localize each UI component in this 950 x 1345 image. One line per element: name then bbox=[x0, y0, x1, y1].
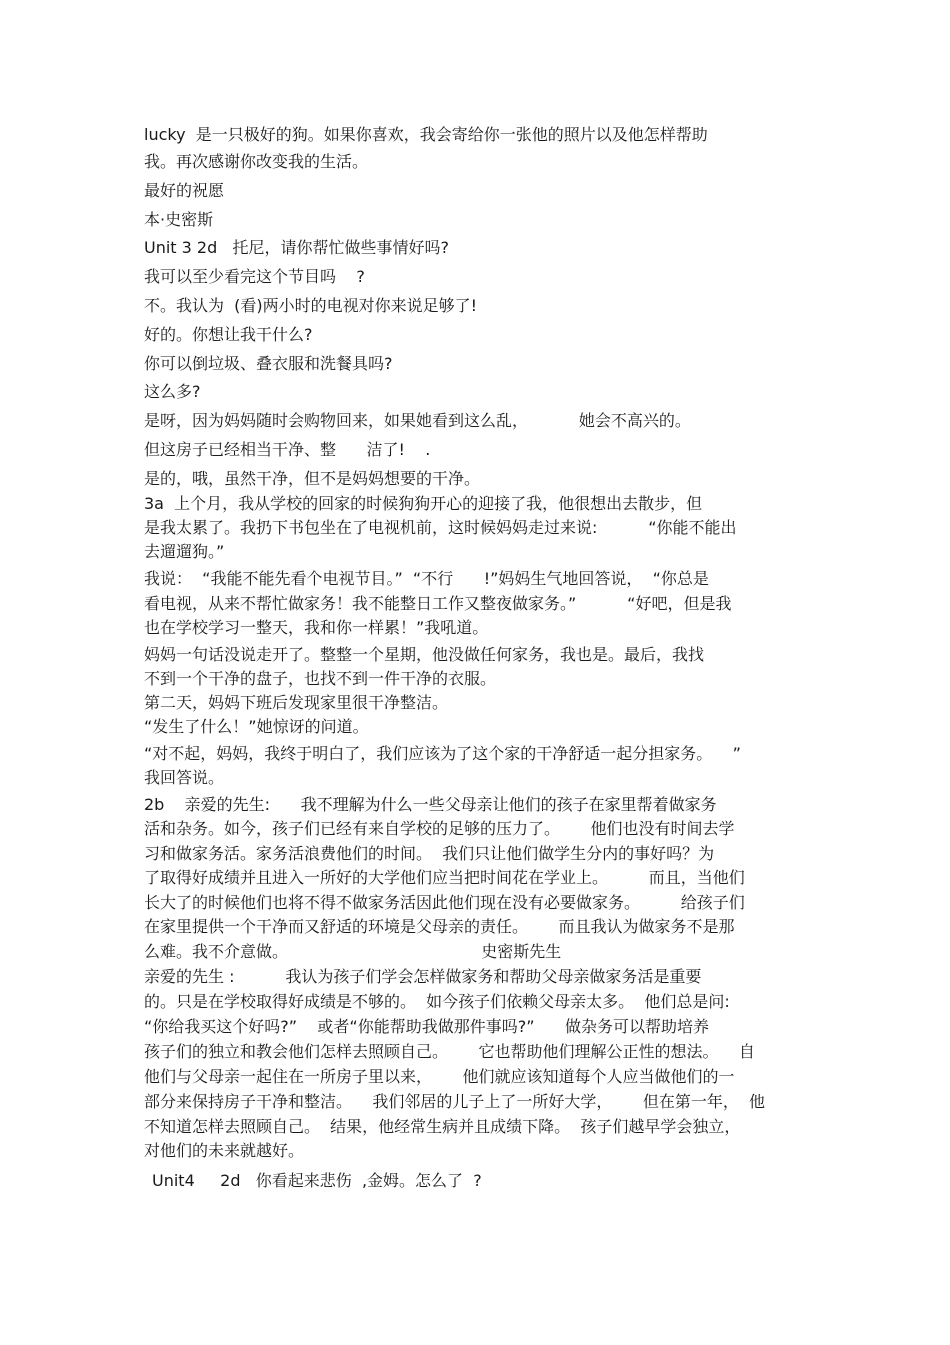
text-line: 我说： “我能不能先看个电视节目。” “不行 !”妈妈生气地回答说， “你总是 bbox=[144, 569, 709, 588]
text-line: 不。我认为 (看)两小时的电视对你来说足够了! bbox=[144, 296, 478, 315]
text-line: “你给我买这个好吗?” 或者“你能帮助我做那件事吗?” 做杂务可以帮助培养 bbox=[144, 1017, 710, 1036]
text-line: 但这房子已经相当干净、整 洁了! . bbox=[144, 440, 431, 459]
text-line: 亲爱的先生 : 我认为孩子们学会怎样做家务和帮助父母亲做家务活是重要 bbox=[144, 967, 702, 986]
text-line: “对不起，妈妈，我终于明白了，我们应该为了这个家的干净舒适一起分担家务。 ” bbox=[144, 744, 741, 763]
text-line: 的。只是在学校取得好成绩是不够的。 如今孩子们依赖父母亲太多。 他们总是问: bbox=[144, 992, 730, 1011]
text-line: 不到一个干净的盘子，也找不到一件干净的衣服。 bbox=[144, 669, 497, 688]
text-line: 3a 上个月，我从学校的回家的时候狗狗开心的迎接了我，他很想出去散步，但 bbox=[144, 494, 703, 513]
text-line: 孩子们的独立和教会他们怎样去照顾自己。 它也帮助他们理解公正性的想法。 自 bbox=[144, 1042, 755, 1061]
text-line: 我回答说。 bbox=[144, 768, 225, 787]
text-line: 是我太累了。我扔下书包坐在了电视机前，这时候妈妈走过来说: “你能不能出 bbox=[144, 518, 737, 537]
text-line: 他们与父母亲一起住在一所房子里以来， 他们就应该知道每个人应当做他们的一 bbox=[144, 1067, 735, 1086]
text-line: 么难。我不介意做。 史密斯先生 bbox=[144, 942, 562, 961]
text-line: lucky 是一只极好的狗。如果你喜欢，我会寄给你一张他的照片以及他怎样帮助 bbox=[144, 125, 708, 144]
text-line: 好的。你想让我干什么? bbox=[144, 325, 313, 344]
text-line: 你可以倒垃圾、叠衣服和洗餐具吗? bbox=[144, 354, 393, 373]
text-line: 最好的祝愿 bbox=[144, 181, 225, 200]
text-line: 是呀，因为妈妈随时会购物回来，如果她看到这么乱， 她会不高兴的。 bbox=[144, 411, 691, 430]
text-line: 了取得好成绩并且进入一所好的大学他们应当把时间花在学业上。 而且，当他们 bbox=[144, 868, 745, 887]
text-line: 第二天，妈妈下班后发现家里很干净整洁。 bbox=[144, 693, 449, 712]
text-line: 看电视，从来不帮忙做家务！我不能整日工作又整夜做家务。” “好吧，但是我 bbox=[144, 594, 732, 613]
text-line: 不知道怎样去照顾自己。 结果，他经常生病并且成绩下降。 孩子们越早学会独立， bbox=[144, 1117, 741, 1136]
text-line: 也在学校学习一整天，我和你一样累！”我吼道。 bbox=[144, 618, 489, 637]
text-line: 是的，哦，虽然干净，但不是妈妈想要的干净。 bbox=[144, 469, 481, 488]
text-line: 在家里提供一个干净而又舒适的环境是父母亲的责任。 而且我认为做家务不是那 bbox=[144, 917, 735, 936]
text-line: 长大了的时候他们也将不得不做家务活因此他们现在没有必要做家务。 给孩子们 bbox=[144, 893, 745, 912]
text-line: 去遛遛狗。” bbox=[144, 542, 225, 561]
text-line: 活和杂务。如今，孩子们已经有来自学校的足够的压力了。 他们也没有时间去学 bbox=[144, 819, 735, 838]
text-line: 2b 亲爱的先生: 我不理解为什么一些父母亲让他们的孩子在家里帮着做家务 bbox=[144, 795, 717, 814]
text-line: Unit4 2d 你看起来悲伤 ,金姆。怎么了 ? bbox=[152, 1171, 482, 1190]
text-line: 本·史密斯 bbox=[144, 210, 214, 229]
text-line: “发生了什么！”她惊讶的问道。 bbox=[144, 717, 369, 736]
text-line: 习和做家务活。家务活浪费他们的时间。 我们只让他们做学生分内的事好吗？为 bbox=[144, 844, 715, 863]
text-line: 妈妈一句话没说走开了。整整一个星期，他没做任何家务，我也是。最后，我找 bbox=[144, 645, 705, 664]
text-line: Unit 3 2d 托尼，请你帮忙做些事情好吗? bbox=[144, 238, 450, 257]
text-line: 对他们的未来就越好。 bbox=[144, 1141, 305, 1160]
text-line: 我。再次感谢你改变我的生活。 bbox=[144, 152, 369, 171]
text-line: 我可以至少看完这个节目吗 ? bbox=[144, 267, 365, 286]
text-line: 部分来保持房子干净和整洁。 我们邻居的儿子上了一所好大学， 但在第一年， 他 bbox=[144, 1092, 766, 1111]
text-line: 这么多? bbox=[144, 382, 201, 401]
